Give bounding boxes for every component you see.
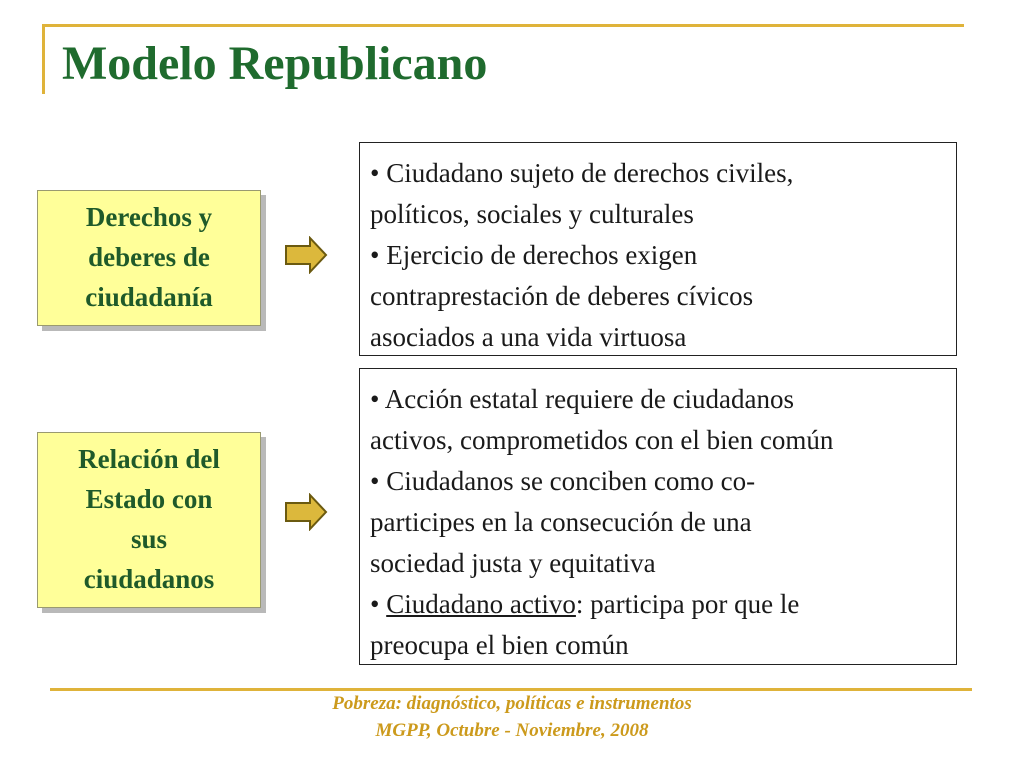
bullet-line-ciudadano-activo [370, 584, 946, 625]
bullet-line: asociados a una vida virtuosa [370, 322, 687, 352]
slide-title: Modelo Republicano [62, 37, 488, 90]
label-line: Derechos y [85, 202, 213, 233]
label-line: ciudadanía [85, 281, 213, 312]
label-line: Estado con [85, 484, 213, 515]
bullet-line: preocupa el bien común [370, 630, 629, 660]
label-line: Relación del [78, 444, 220, 475]
footer-line-1: Pobreza: diagnóstico, políticas e instrumentos [332, 693, 692, 714]
label-derechos-deberes [37, 190, 261, 326]
right-arrow-icon [284, 236, 328, 274]
underlined-term: Ciudadano activo [386, 589, 576, 619]
bullet-rest: : participa por que le [575, 589, 800, 619]
bullet-line: activos, comprometidos con el bien común [370, 425, 834, 455]
top-frame-rule [42, 24, 964, 27]
bullet-line: • Acción estatal requiere de ciudadanos [370, 384, 795, 414]
bullet-line: participes en la consecución de una [370, 507, 752, 537]
bullet-line: sociedad justa y equitativa [370, 548, 656, 578]
footer-line-2: MGPP, Octubre - Noviembre, 2008 [375, 720, 649, 741]
left-frame-rule [42, 24, 45, 94]
bullet-line: • Ciudadanos se conciben como co- [370, 466, 756, 496]
label-relacion-estado [37, 432, 261, 608]
content-box-derechos [359, 142, 957, 356]
label-line: ciudadanos [83, 563, 215, 594]
bullet-line: contraprestación de deberes cívicos [370, 281, 754, 311]
right-arrow-icon [284, 493, 328, 531]
bullet-line: • Ejercicio de derechos exigen [370, 240, 698, 270]
label-line: sus [130, 524, 168, 554]
label-line: deberes de [88, 242, 210, 273]
bullet-line: políticos, sociales y culturales [370, 199, 694, 229]
content-box-relacion [359, 368, 957, 665]
bullet-line: • Ciudadano sujeto de derechos civiles, [370, 158, 794, 188]
bullet-prefix: • [370, 589, 387, 619]
footer-rule [50, 688, 972, 691]
